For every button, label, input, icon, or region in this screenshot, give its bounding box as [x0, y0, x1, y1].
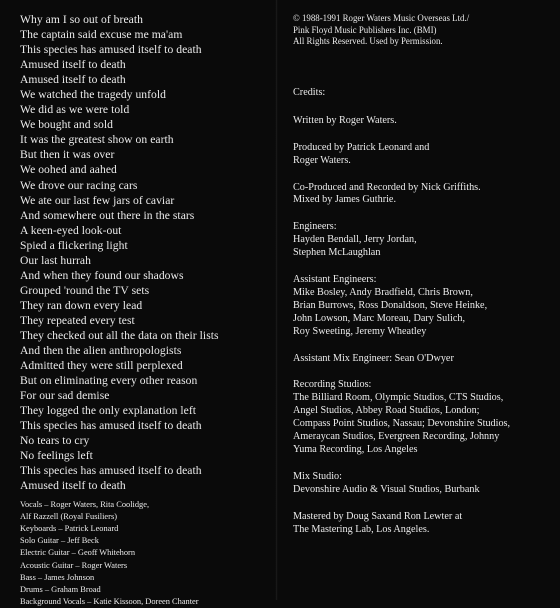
- personnel-line: Alf Razzell (Royal Fusiliers): [20, 511, 268, 523]
- lyric-line: This species has amused itself to death: [20, 463, 268, 478]
- credit-line: Mastered by Doug Saxand Ron Lewter at: [293, 511, 555, 524]
- credit-line: Engineers:: [293, 221, 555, 234]
- credit-line: Assistant Mix Engineer: Sean O'Dwyer: [293, 353, 555, 366]
- lyric-line: Amused itself to death: [20, 478, 268, 493]
- lyric-line: This species has amused itself to death: [20, 418, 268, 433]
- lyric-line: We ate our last few jars of caviar: [20, 193, 268, 208]
- credit-block: [293, 471, 555, 497]
- credit-line: Produced by Patrick Leonard and: [293, 142, 555, 155]
- copyright-line: All Rights Reserved. Used by Permission.: [293, 36, 555, 48]
- personnel-list: [20, 499, 268, 608]
- personnel-line: Background Vocals – Katie Kissoon, Doreen Chanter: [20, 596, 268, 608]
- lyric-line: And then the alien anthropologists: [20, 343, 268, 358]
- lyric-line: No feelings left: [20, 448, 268, 463]
- lyrics-column: [20, 12, 268, 608]
- credit-line: Assistant Engineers:: [293, 274, 555, 287]
- personnel-line: Electric Guitar – Geoff Whitehorn: [20, 547, 268, 559]
- personnel-line: Vocals – Roger Waters, Rita Coolidge,: [20, 499, 268, 511]
- credit-block: [293, 142, 555, 168]
- credit-line: Mix Studio:: [293, 471, 555, 484]
- lyrics-text: [20, 12, 268, 494]
- lyric-line: They repeated every test: [20, 313, 268, 328]
- lyric-line: Amused itself to death: [20, 72, 268, 87]
- credit-line: Roger Waters.: [293, 155, 555, 168]
- personnel-line: Bass – James Johnson: [20, 572, 268, 584]
- lyric-line: The captain said excuse me ma'am: [20, 27, 268, 42]
- credit-line: Ameraycan Studios, Evergreen Recording, Johnny: [293, 431, 555, 444]
- lyric-line: But on eliminating every other reason: [20, 373, 268, 388]
- lyric-line: They ran down every lead: [20, 298, 268, 313]
- copyright-notice: [293, 13, 555, 48]
- credit-block: [293, 182, 555, 208]
- personnel-line: Acoustic Guitar – Roger Waters: [20, 560, 268, 572]
- lyric-line: No tears to cry: [20, 433, 268, 448]
- credit-line: Angel Studios, Abbey Road Studios, London;: [293, 405, 555, 418]
- lyric-line: A keen-eyed look-out: [20, 223, 268, 238]
- credit-blocks: [293, 115, 555, 537]
- credit-block: [293, 221, 555, 260]
- credit-line: The Billiard Room, Olympic Studios, CTS Studios,: [293, 392, 555, 405]
- credit-line: John Lowson, Marc Moreau, Dary Sulich,: [293, 313, 555, 326]
- lyric-line: We bought and sold: [20, 117, 268, 132]
- lyric-line: We drove our racing cars: [20, 178, 268, 193]
- personnel-line: Solo Guitar – Jeff Beck: [20, 535, 268, 547]
- lyric-line: We did as we were told: [20, 102, 268, 117]
- lyric-line: And somewhere out there in the stars: [20, 208, 268, 223]
- credit-block: [293, 379, 555, 456]
- lyric-line: We watched the tragedy unfold: [20, 87, 268, 102]
- credit-line: Hayden Bendall, Jerry Jordan,: [293, 234, 555, 247]
- lyric-line: They logged the only explanation left: [20, 403, 268, 418]
- lyric-line: Why am I so out of breath: [20, 12, 268, 27]
- lyric-line: Grouped 'round the TV sets: [20, 283, 268, 298]
- credit-line: Mike Bosley, Andy Bradfield, Chris Brown,: [293, 287, 555, 300]
- credit-line: Mixed by James Guthrie.: [293, 194, 555, 207]
- credit-block: [293, 511, 555, 537]
- lyric-line: And when they found our shadows: [20, 268, 268, 283]
- credit-line: Recording Studios:: [293, 379, 555, 392]
- lyric-line: For our sad demise: [20, 388, 268, 403]
- credits-heading: Credits:: [293, 86, 555, 99]
- credits-column: [293, 13, 555, 537]
- lyric-line: Amused itself to death: [20, 57, 268, 72]
- credit-block: [293, 353, 555, 366]
- credit-line: Co-Produced and Recorded by Nick Griffiths.: [293, 182, 555, 195]
- credit-line: The Mastering Lab, Los Angeles.: [293, 524, 555, 537]
- credit-block: [293, 115, 555, 128]
- copyright-line: Pink Floyd Music Publishers Inc. (BMI): [293, 25, 555, 37]
- personnel-line: Drums – Graham Broad: [20, 584, 268, 596]
- credit-line: Stephen McLaughlan: [293, 247, 555, 260]
- lyric-line: Admitted they were still perplexed: [20, 358, 268, 373]
- credit-line: Compass Point Studios, Nassau; Devonshire Studios,: [293, 418, 555, 431]
- personnel-line: Keyboards – Patrick Leonard: [20, 523, 268, 535]
- lyric-line: We oohed and aahed: [20, 162, 268, 177]
- credit-line: Written by Roger Waters.: [293, 115, 555, 128]
- lyric-line: This species has amused itself to death: [20, 42, 268, 57]
- credit-line: Roy Sweeting, Jeremy Wheatley: [293, 326, 555, 339]
- lyric-line: Our last hurrah: [20, 253, 268, 268]
- credit-block: [293, 274, 555, 339]
- lyric-line: Spied a flickering light: [20, 238, 268, 253]
- credit-line: Brian Burrows, Ross Donaldson, Steve Heinke,: [293, 300, 555, 313]
- lyric-line: But then it was over: [20, 147, 268, 162]
- copyright-line: © 1988-1991 Roger Waters Music Overseas Ltd./: [293, 13, 555, 25]
- credit-line: Yuma Recording, Los Angeles: [293, 444, 555, 457]
- credit-line: Devonshire Audio & Visual Studios, Burbank: [293, 484, 555, 497]
- booklet-fold: [275, 0, 278, 600]
- lyric-line: It was the greatest show on earth: [20, 132, 268, 147]
- lyric-line: They checked out all the data on their lists: [20, 328, 268, 343]
